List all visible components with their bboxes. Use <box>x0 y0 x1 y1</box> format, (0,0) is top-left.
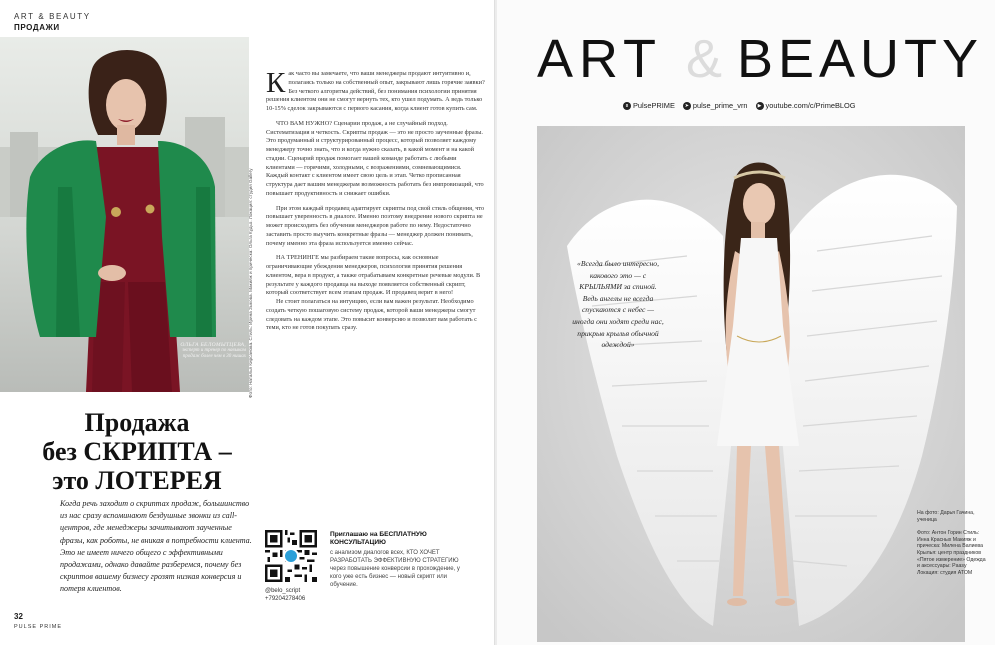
headline-line-3: это ЛОТЕРЕЯ <box>52 466 222 495</box>
folio: PULSE PRIME <box>14 624 62 630</box>
dropcap: К <box>266 67 286 99</box>
section-name: ПРОДАЖИ <box>14 23 60 32</box>
credits-on-photo: На фото: Дарья Гачина, ученица <box>917 510 975 523</box>
left-page <box>0 0 495 645</box>
body-paragraph-1-text: ак часто вы замечаете, что ваши менеджеры продают интуитивно и, полагаясь только на собственный опыт, закрывают лишь горячие заявки? Без четкого алгоритма действий, без понимания психологии принятия решения клиентом они не смогут вернуть тех, кто ушел подумать. А ведь только 10-15% сделок закрываются с первого касания, когда клиент готов купить сам. <box>266 70 485 112</box>
caption-name: ОЛЬГА БЕЛОМЫТЦЕВА, <box>180 342 246 348</box>
social-telegram-label: pulse_prime_vrn <box>692 101 748 110</box>
social-vk-label: PulsePRIME <box>633 101 675 110</box>
social-telegram[interactable] <box>683 100 748 112</box>
photo-credits <box>917 510 989 576</box>
masthead <box>537 29 984 89</box>
invite-body: с анализом диалогов всех, КТО ХОЧЕТ РАЗРАБОТАТЬ ЭФФЕКТИВНУЮ СТРАТЕГИЮ через повышение конверсии в прохождение, у кого уже есть бизнес — новый скрипт или обучение. <box>330 550 460 588</box>
social-links <box>623 100 856 112</box>
portrait-photo <box>0 37 249 392</box>
youtube-icon: ▶ <box>756 102 764 110</box>
angel-photo <box>537 126 965 642</box>
body-paragraph-5: Не стоит полагаться на интуицию, если вам важен результат. Необходимо создать четкую пошаговую систему продаж, которой ваши менеджеры смогут следовать на каждом этапе. Это повысит конверсию и позволит вам работать с теми, кто не готов покупать сразу. <box>266 298 477 332</box>
body-paragraph-2: ЧТО ВАМ НУЖНО? Сценарии продаж, а не случайный подход. Систематизация и четкость. Скрипты продаж — это не просто заученные фразы. Это продуманный и структурированный процесс, который позволяет каждому менеджеру точно знать, что и когда нужно сказать, в какой момент и на какой стадии. Сценарий продаж помогает вашей команде работать с любыми клиентами — горячими, холодными, с возражениями, сомневающимися. Каждый контакт с клиентом имеет свою цель и этап. Четко прописанная структура дает вашим менеджерам возможность работать без импровизаций, что повышает продуктивность и снижает ошибки. <box>266 119 484 197</box>
telegram-icon <box>283 548 299 564</box>
credits-team: Фото: Антон Горин Стиль: Инна Красных Макияж и прическа: Милена Валиева Крылья: центр праздников «Пятое измерение» Одежда и аксессуары: Paasy Локация: студия ATOM <box>917 530 986 576</box>
telegram-icon: ➤ <box>684 103 689 109</box>
qr-contacts <box>265 587 335 603</box>
vk-icon: в <box>623 102 631 110</box>
body-paragraph-1 <box>266 67 485 114</box>
masthead-ampersand: & <box>686 29 723 89</box>
masthead-beauty: BEAUTY <box>737 29 984 89</box>
pull-quote: «Всегда было интересно, какового это — с КРЫЛЬЯМИ за спиной. Ведь ангелы не всегда спускаются с небес — иногда они ходят среди нас, прикрыв крылья обычной одеждой» <box>572 259 664 350</box>
body-paragraph-3: При этом каждый продавец адаптирует скрипты под свой стиль общения, что повышает уверенность в диалоге. Именно поэтому внедрение нового скрипта не может происходить без обучения менеджеров работе по нему. Недостаточно заставить просто выучить конкретные фразы — менеджер должен понимать, почему именно эта фраза используется именно сейчас. <box>266 204 485 247</box>
lead-paragraph: Когда речь заходит о скриптах продаж, большинство из нас сразу вспоминают бездушные звонки из call-центров, где менеджеры зачитывают заученные фразы, как роботы, не вникая в потребности клиента. Это не имеет ничего общего с эффективными продажами, однако давайте разберемся, почему без скриптов вашему бизнесу грозят низкая конверсия и потеря клиентов. <box>60 499 252 594</box>
page-number: 32 <box>14 612 23 621</box>
invite-title: Приглашаю на БЕСПЛАТНУЮ КОНСУЛЬТАЦИЮ <box>330 531 427 546</box>
photo-credit: Фото: Наталья Кирсанова. Стиль: Ирина Зыкова. Макияж и прическа: Ольга Кудьо. Локация: студия Gallery <box>248 168 253 398</box>
social-vk[interactable] <box>623 100 675 112</box>
body-paragraph-4: НА ТРЕНИНГЕ мы разбираем такие вопросы, как основные ограничивающие убеждения менеджеров, психология принятия решения клиентом, вера в продукт, а также отрабатываем конкретные речевые модули. В результате у каждого продавца на выходе появляется собственный скрипт, который соответствует всем этапам продаж. И продавец верит в него! <box>266 254 481 297</box>
headline-line-2: без СКРИПТА – <box>42 437 232 466</box>
headline <box>22 408 252 495</box>
right-page <box>497 0 995 645</box>
photo-caption <box>170 342 246 360</box>
social-youtube[interactable] <box>756 100 856 112</box>
masthead-art: ART <box>537 29 663 89</box>
qr-handle: @belo_script <box>265 588 301 594</box>
article-body <box>266 67 485 333</box>
social-youtube-label: youtube.com/c/PrimeBLOG <box>765 101 856 110</box>
headline-line-1: Продажа <box>84 408 190 437</box>
caption-text: эксперт и тренер по навыкам продаж более чем в 30 нишах <box>182 348 246 359</box>
consultation-invite <box>330 531 460 589</box>
qr-phone: +79204278406 <box>265 596 306 602</box>
section-kicker: ART & BEAUTY <box>14 12 91 21</box>
